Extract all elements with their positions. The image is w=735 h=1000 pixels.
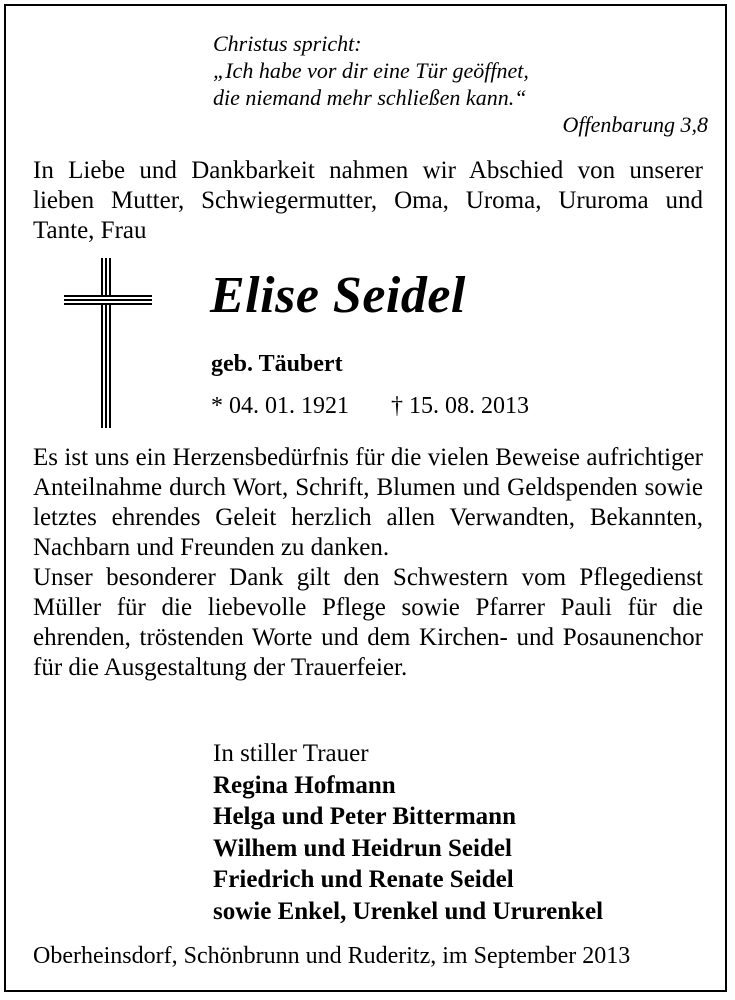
mourner-name: Friedrich und Renate Seidel — [213, 866, 514, 893]
quote-reference: Offenbarung 3,8 — [562, 112, 708, 137]
thanks-paragraph: Es ist uns ein Herzensbedürfnis für die vielen Beweise aufrichtiger Anteilnahme durch Wort, Schrift, Blumen und Geldspenden sowie letztes ehrendes Geleit herzlich allen Verwandten, Bekannten, Nachbarn und Freunden zu danken. — [33, 444, 703, 561]
mourners-lead: In stiller Trauer — [213, 740, 369, 767]
birth-name: geb. Täubert — [211, 351, 343, 377]
life-dates — [211, 391, 529, 421]
birth-date: * 04. 01. 1921 — [211, 393, 349, 419]
thanks-section — [33, 443, 703, 683]
place-date-footer: Oberheinsdorf, Schönbrunn und Ruderitz, im September 2013 — [33, 943, 631, 969]
quote-line: „Ich habe vor dir eine Tür geöffnet, — [213, 58, 529, 83]
bible-quote — [213, 30, 708, 138]
mourners-list — [213, 738, 603, 927]
mourner-name: Helga und Peter Bittermann — [213, 803, 516, 830]
death-date: † 15. 08. 2013 — [391, 393, 529, 419]
quote-line: die niemand mehr schließen kann.“ — [213, 85, 527, 110]
mourner-name: sowie Enkel, Urenkel und Ururenkel — [213, 897, 604, 925]
quote-line: Christus spricht: — [213, 31, 362, 56]
deceased-name: Elise Seidel — [210, 267, 466, 324]
mourner-name: Regina Hofmann — [213, 771, 396, 799]
intro-text: In Liebe und Dankbarkeit nahmen wir Abschied von unserer lieben Mutter, Schwiegermutter, Oma, Uroma, Ururoma und Tante, Frau — [33, 157, 703, 244]
intro-paragraph — [33, 156, 703, 246]
thanks-paragraph: Unser besonderer Dank gilt den Schwestern vom Pflegedienst Müller für die liebevolle Pflege sowie Pfarrer Pauli für die ehrenden, tröstenden Worte und dem Kirchen- und Posaunenchor für die Ausgestaltung der Trauerfeier. — [33, 564, 703, 681]
mourner-name: Wilhem und Heidrun Seidel — [213, 834, 512, 862]
cross-icon — [64, 258, 152, 428]
